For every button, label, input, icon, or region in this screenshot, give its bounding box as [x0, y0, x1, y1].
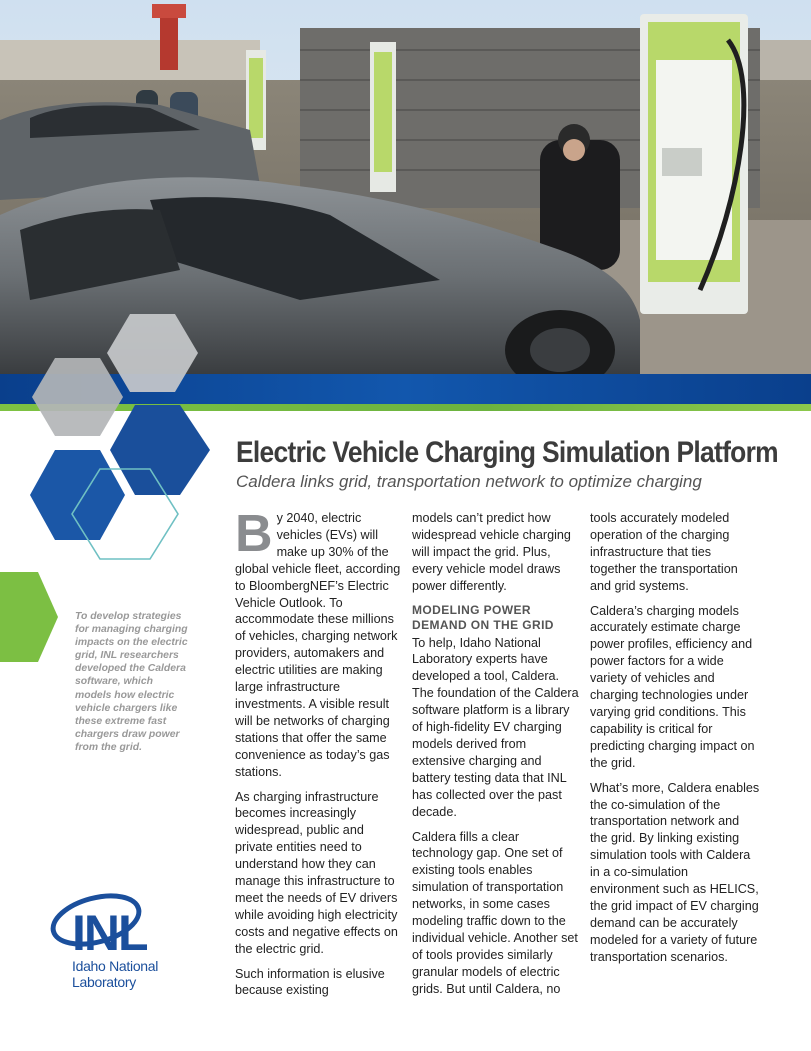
hex-gray-mid: [32, 358, 123, 436]
body-column-1: [235, 505, 405, 1007]
hex-blue-right: [110, 405, 210, 495]
logo-line-1: Idaho National: [72, 958, 159, 974]
logo-line-2: Laboratory: [72, 974, 136, 990]
hexagon-decoration: [0, 300, 240, 570]
photo-caption: To develop strategies for managing charging impacts on the electric grid, INL researchers developed the Caldera software, which models how electric vehicle chargers like these extreme fast chargers draw power from the grid.: [75, 611, 188, 753]
page-title: Electric Vehicle Charging Simulation Platform: [236, 436, 778, 469]
paragraph: Caldera’s charging models accurately estimate charge power profiles, efficiency and power factors for a wide variety of vehicles and charging technologies under varying grid conditions. This capability is critical for predicting charging impact on the grid.: [590, 603, 755, 770]
hex-gray-top: [107, 314, 198, 392]
paragraph: models can’t predict how widespread vehicle charging will impact the grid. Plus, every vehicle model draws power differently.: [412, 511, 571, 593]
green-arrow-tab: [0, 572, 60, 662]
paragraph: To help, Idaho National Laboratory experts have developed a tool, Caldera. The foundation of the Caldera software platform is a library of high-fidelity EV charging models derived from extensive charging and battery testing data that INL has collected over the past decade.: [412, 635, 579, 819]
section-heading: MODELING POWER DEMAND ON THE GRID: [412, 602, 554, 632]
body-column-2: [412, 510, 582, 1006]
hex-blue-left: [30, 450, 125, 540]
paragraph: Such information is elusive because existing: [235, 966, 385, 998]
body-column-3: [590, 510, 760, 974]
paragraph: tools accurately modeled operation of the charging infrastructure that ties together the transportation and grid systems.: [590, 511, 738, 593]
inl-logo-mark: INL: [72, 905, 147, 961]
page-subtitle: Caldera links grid, transportation network to optimize charging: [236, 472, 702, 491]
paragraph: As charging infrastructure becomes increasingly widespread, public and private entities need to understand how they can manage this infrastructure to meet the needs of EV drivers while avoiding high electricity costs and negative effects on the electric grid.: [235, 789, 398, 956]
paragraph: Caldera fills a clear technology gap. One set of existing tools enables simulation of transportation networks, in some cases modeling traffic down to the individual vehicle. Another set of tools provides similarly granular models of electric grids. But until Caldera, no: [412, 829, 578, 996]
drop-cap: B: [235, 505, 273, 563]
paragraph: What’s more, Caldera enables the co-simulation of the transportation network and the grid. By linking existing simulation tools with Caldera in a co-simulation environment such as HELICS, the grid impact of EV charging demand can be accurately modeled for a variety of future transportation scenarios.: [590, 780, 760, 964]
paragraph: By 2040, electric vehicles (EVs) will make up 30% of the global vehicle fleet, according to BloombergNEF’s Electric Vehicle Outlook. To accommodate these millions of vehicles, charging network providers, automakers and electric utilities are making large infrastructure investments. A visible result will be networks of charging stations that offer the same convenience as today’s gas stations.: [235, 505, 401, 779]
